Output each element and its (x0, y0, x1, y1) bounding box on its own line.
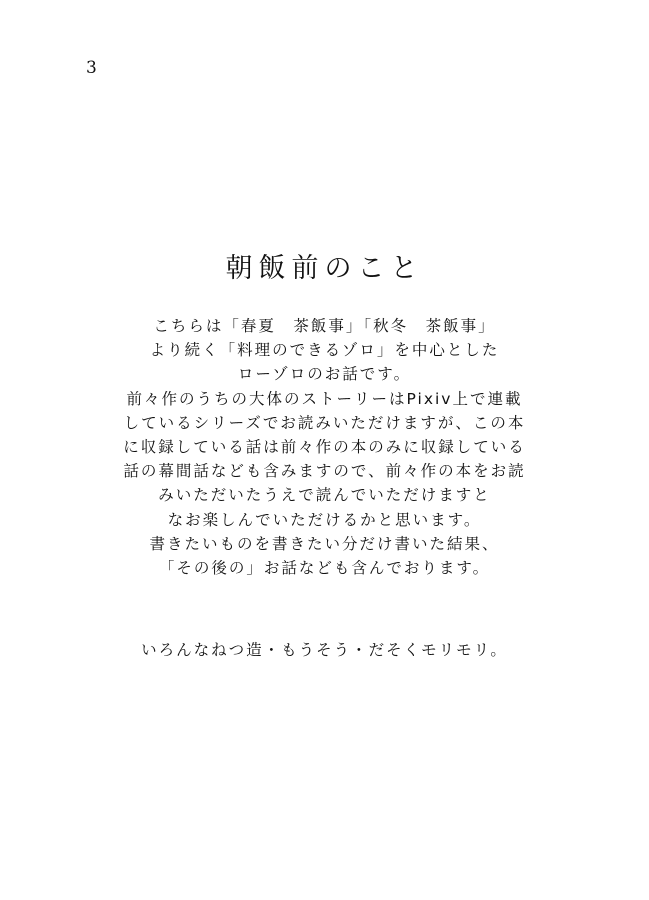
body-line: 「その後の」お話なども含んでおります。 (158, 558, 491, 577)
closing-line: いろんなねつ造・もうそう・だそくモリモリ。 (141, 641, 508, 659)
body-line: ローゾロのお話です。 (237, 365, 412, 384)
body-line: より続く「料理のできるゾロ」を中心とした (149, 341, 500, 360)
body-line: こちらは「春夏 茶飯事」「秋冬 茶飯事」 (153, 317, 496, 335)
body-text (0, 314, 649, 580)
body-line: しているシリーズでお読みいただけますが、この本 (123, 413, 526, 432)
body-line: に収録している話は前々作の本のみに収録している (123, 437, 526, 456)
body-line: みいただいたうえで読んでいただけますと (158, 486, 491, 505)
page-number: 3 (86, 58, 97, 78)
body-line: 前々作のうちの大体のストーリーはPixiv上で連載 (126, 389, 523, 408)
body-line: なお楽しんでいただけるかと思います。 (167, 510, 482, 529)
body-line: 話の幕間話なども含みますので、前々作の本をお読 (123, 462, 526, 481)
body-line: 書きたいものを書きたい分だけ書いた結果、 (149, 534, 500, 553)
page-title: 朝飯前のこと (225, 253, 424, 284)
